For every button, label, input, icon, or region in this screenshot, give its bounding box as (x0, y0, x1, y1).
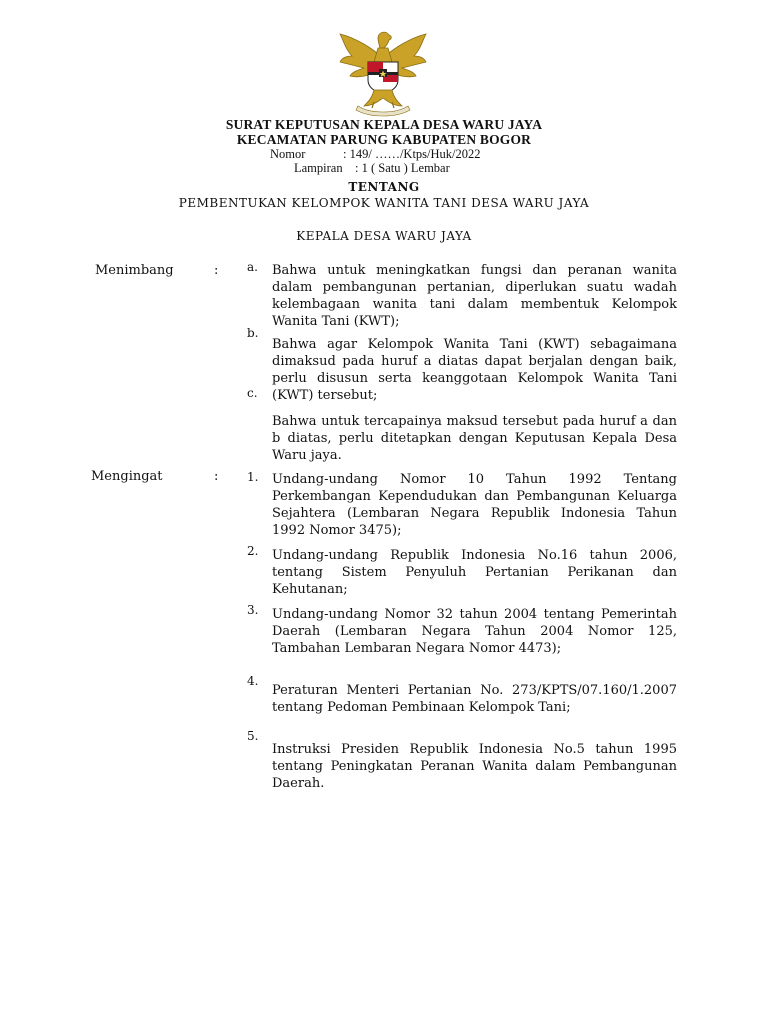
mengingat-label: Mengingat (91, 469, 163, 484)
mengingat-marker-2: 2. (247, 544, 259, 558)
tentang-heading: TENTANG (348, 180, 420, 194)
mengingat-marker-5: 5. (247, 729, 259, 743)
menimbang-item-c: Bahwa untuk tercapainya maksud tersebut pada huruf a dan b diatas, perlu ditetapkan dengan Keputusan Kepala Desa Waru jaya. (272, 414, 677, 463)
mengingat-colon: : (214, 469, 219, 484)
header-line-1: SURAT KEPUTUSAN KEPALA DESA WARU JAYA (225, 117, 543, 132)
nomor-label: Nomor (270, 147, 306, 161)
menimbang-colon: : (214, 263, 219, 278)
mengingat-item-1: Undang-undang Nomor 10 Tahun 1992 Tentang Perkembangan Kependudukan dan Pembangunan Keluarga Sejahtera (Lembaran Negara Republik Indonesia Tahun 1992 Nomor 3475); (272, 472, 677, 538)
header-line-2: KECAMATAN PARUNG KABUPATEN BOGOR (236, 132, 532, 147)
menimbang-marker-a: a. (247, 260, 258, 274)
lampiran-label: Lampiran (294, 161, 343, 175)
menimbang-marker-b: b. (247, 326, 259, 340)
mengingat-marker-1: 1. (247, 470, 259, 484)
authority-heading: KEPALA DESA WARU JAYA (296, 229, 472, 243)
menimbang-item-a: Bahwa untuk meningkatkan fungsi dan peranan wanita dalam pembangunan pertanian, diperlukan suatu wadah kelembagaan wanita tani dalam membentuk Kelompok Wanita Tani (KWT); (272, 263, 677, 329)
menimbang-marker-c: c. (247, 386, 258, 400)
mengingat-item-2: Undang-undang Republik Indonesia No.16 tahun 2006, tentang Sistem Penyuluh Pertanian Perikanan dan Kehutanan; (272, 548, 677, 597)
menimbang-item-b: Bahwa agar Kelompok Wanita Tani (KWT) sebagaimana dimaksud pada huruf a diatas dapat berjalan dengan baik, perlu disusun serta keanggotaan Kelompok Wanita Tani (KWT) tersebut; (272, 337, 677, 403)
mengingat-item-5: Instruksi Presiden Republik Indonesia No.5 tahun 1995 tentang Peningkatan Peranan Wanita dalam Pembangunan Daerah. (272, 742, 677, 791)
subject-heading: PEMBENTUKAN KELOMPOK WANITA TANI DESA WARU JAYA (178, 196, 590, 210)
garuda-emblem-icon (334, 28, 432, 118)
menimbang-label: Menimbang (95, 263, 174, 278)
mengingat-item-4: Peraturan Menteri Pertanian No. 273/KPTS/07.160/1.2007 tentang Pedoman Pembinaan Kelompok Tani; (272, 683, 677, 715)
lampiran-value: : 1 ( Satu ) Lembar (355, 161, 450, 175)
mengingat-marker-3: 3. (247, 603, 259, 617)
mengingat-item-3: Undang-undang Nomor 32 tahun 2004 tentang Pemerintah Daerah (Lembaran Negara Tahun 2004 Nomor 125, Tambahan Lembaran Negara Nomor 4473); (272, 607, 677, 656)
nomor-value: : 149/ ……/Ktps/Huk/2022 (343, 147, 481, 161)
mengingat-marker-4: 4. (247, 674, 259, 688)
